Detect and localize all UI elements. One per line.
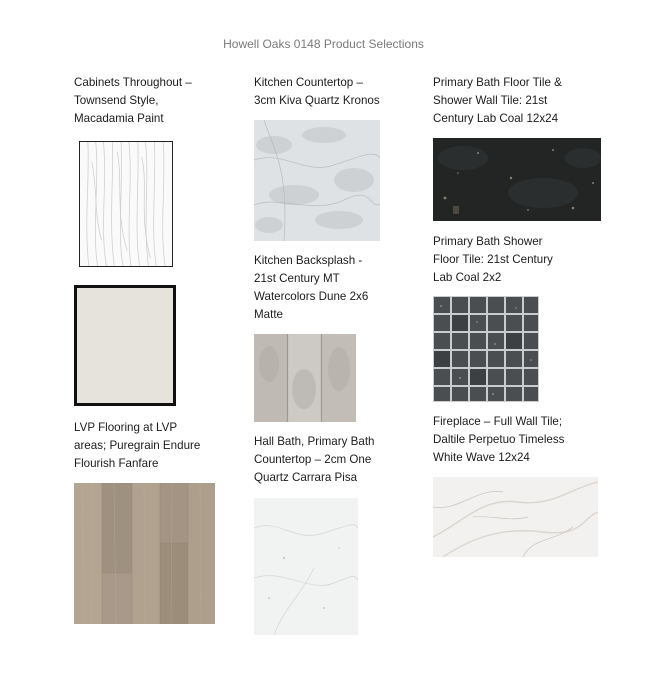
page-title: Howell Oaks 0148 Product Selections <box>223 37 424 51</box>
kitchen-countertop-label <box>254 74 380 110</box>
cabinets-label-line: Townsend Style, <box>74 94 159 107</box>
perpetuo-white-wave-swatch <box>433 477 598 557</box>
lvp-label-line: Flourish Fanfare <box>74 457 159 470</box>
fireplace-label-line: Daltile Perpetuo Timeless <box>433 433 565 446</box>
kitchen-countertop-label-line: 3cm Kiva Quartz Kronos <box>254 94 380 107</box>
fireplace-label <box>433 413 564 467</box>
lab-coal-12x24-swatch <box>433 138 601 221</box>
cabinets-label-line: Cabinets Throughout – <box>74 76 192 89</box>
primary-shower-floor-label-line: Lab Coal 2x2 <box>433 271 502 284</box>
fireplace-label-line: White Wave 12x24 <box>433 451 530 464</box>
cabinets-label-line: Macadamia Paint <box>74 112 164 125</box>
hall-bath-countertop-label-line: Hall Bath, Primary Bath <box>254 435 375 448</box>
lab-coal-2x2-mosaic-swatch <box>433 296 539 402</box>
lvp-label-line: LVP Flooring at LVP <box>74 421 178 434</box>
lvp-flooring-swatch <box>74 483 215 624</box>
kitchen-countertop-label-line: Kitchen Countertop – <box>254 76 363 89</box>
macadamia-paint-swatch <box>74 285 176 406</box>
fireplace-label-line: Fireplace – Full Wall Tile; <box>433 415 563 428</box>
primary-bath-floor-label-line: Century Lab Coal 12x24 <box>433 112 559 125</box>
lvp-label-line: areas; Puregrain Endure <box>74 439 201 452</box>
cabinet-door-swatch <box>79 141 173 267</box>
kitchen-backsplash-label <box>254 252 368 324</box>
carrara-pisa-swatch <box>254 498 358 635</box>
lvp-label <box>74 419 200 473</box>
primary-shower-floor-label <box>433 233 553 287</box>
kitchen-backsplash-label-line: Watercolors Dune 2x6 <box>254 290 369 303</box>
primary-shower-floor-label-line: Floor Tile: 21st Century <box>433 253 553 266</box>
cabinets-label <box>74 74 192 128</box>
primary-bath-floor-label <box>433 74 562 128</box>
primary-bath-floor-label-line: Primary Bath Floor Tile & <box>433 76 562 89</box>
kiva-quartz-swatch <box>254 120 380 241</box>
hall-bath-countertop-label-line: Countertop – 2cm One <box>254 453 372 466</box>
kitchen-backsplash-label-line: 21st Century MT <box>254 272 340 285</box>
kitchen-backsplash-label-line: Matte <box>254 308 283 321</box>
primary-bath-floor-label-line: Shower Wall Tile: 21st <box>433 94 548 107</box>
watercolors-dune-swatch <box>254 334 356 422</box>
hall-bath-countertop-label-line: Quartz Carrara Pisa <box>254 471 358 484</box>
hall-bath-countertop-label <box>254 433 375 487</box>
kitchen-backsplash-label-line: Kitchen Backsplash - <box>254 254 363 267</box>
primary-shower-floor-label-line: Primary Bath Shower <box>433 235 543 248</box>
